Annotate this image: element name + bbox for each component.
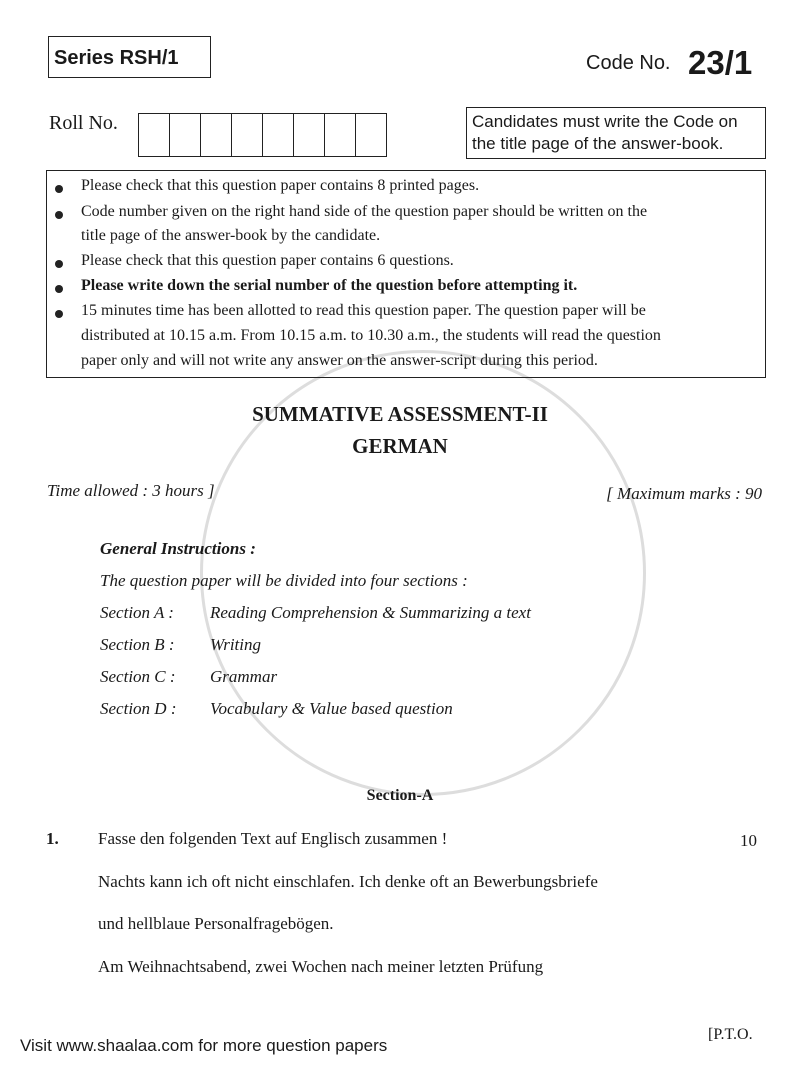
question-text: Fasse den folgenden Text auf Englisch zusammen ! (98, 829, 448, 848)
roll-box (356, 114, 386, 156)
code-value: 23/1 (688, 44, 753, 81)
roll-box (201, 114, 232, 156)
instruction: distributed at 10.15 a.m. From 10.15 a.m. to 10.30 a.m., the students will read the question (81, 327, 661, 344)
roll-box (325, 114, 356, 156)
section-key: Section D : (100, 699, 177, 718)
bullet-icon (55, 310, 63, 318)
footer-link[interactable]: Visit www.shaalaa.com for more question papers (20, 1036, 388, 1055)
instruction: Please check that this question paper contains 8 printed pages. (81, 177, 480, 194)
section-key: Section C : (100, 667, 176, 686)
question-number: 1. (46, 829, 59, 848)
roll-box (232, 114, 263, 156)
instruction: paper only and will not write any answer on the answer-script during this period. (81, 352, 598, 369)
code-label: Code No. (586, 52, 671, 74)
candidate-note: Candidates must write the Code on the title page of the answer-book. (466, 107, 766, 159)
section-value: Writing (210, 635, 262, 654)
section-value: Reading Comprehension & Summarizing a text (210, 603, 531, 622)
passage-line: Nachts kann ich oft nicht einschlafen. Ich denke oft an Bewerbungsbriefe (98, 872, 598, 891)
instruction: Please write down the serial number of the question before attempting it. (81, 277, 578, 294)
roll-box (139, 114, 170, 156)
section-value: Vocabulary & Value based question (210, 699, 453, 718)
bullet-icon (55, 211, 63, 219)
section-a-heading: Section-A (366, 787, 434, 804)
instruction: title page of the answer-book by the candidate. (81, 227, 381, 244)
instruction: Code number given on the right hand side of the question paper should be written on the (81, 203, 648, 220)
instructions-box (46, 170, 766, 378)
title: SUMMATIVE ASSESSMENT-II (252, 402, 548, 426)
general-heading: General Instructions : (100, 539, 256, 558)
series-box: Series RSH/1 (48, 36, 211, 78)
roll-box (294, 114, 325, 156)
subject: GERMAN (352, 434, 448, 458)
max-marks: [ Maximum marks : 90 (606, 484, 762, 503)
section-value: Grammar (210, 667, 278, 686)
question-marks: 10 (740, 831, 757, 850)
roll-box (263, 114, 294, 156)
roll-label: Roll No. (49, 112, 118, 134)
instruction: 15 minutes time has been allotted to read this question paper. The question paper will be (81, 302, 646, 319)
bullet-icon (55, 285, 63, 293)
pto: [P.T.O. (708, 1026, 753, 1043)
roll-number-boxes (138, 113, 387, 157)
section-key: Section B : (100, 635, 175, 654)
passage-line: und hellblaue Personalfragebögen. (98, 914, 334, 933)
instruction: Please check that this question paper contains 6 questions. (81, 252, 454, 269)
time-allowed: Time allowed : 3 hours ] (47, 481, 215, 500)
section-key: Section A : (100, 603, 174, 622)
bullet-icon (55, 260, 63, 268)
general-intro: The question paper will be divided into four sections : (100, 571, 468, 590)
passage-line: Am Weihnachtsabend, zwei Wochen nach meiner letzten Prüfung (98, 957, 544, 976)
bullet-icon (55, 185, 63, 193)
roll-box (170, 114, 201, 156)
